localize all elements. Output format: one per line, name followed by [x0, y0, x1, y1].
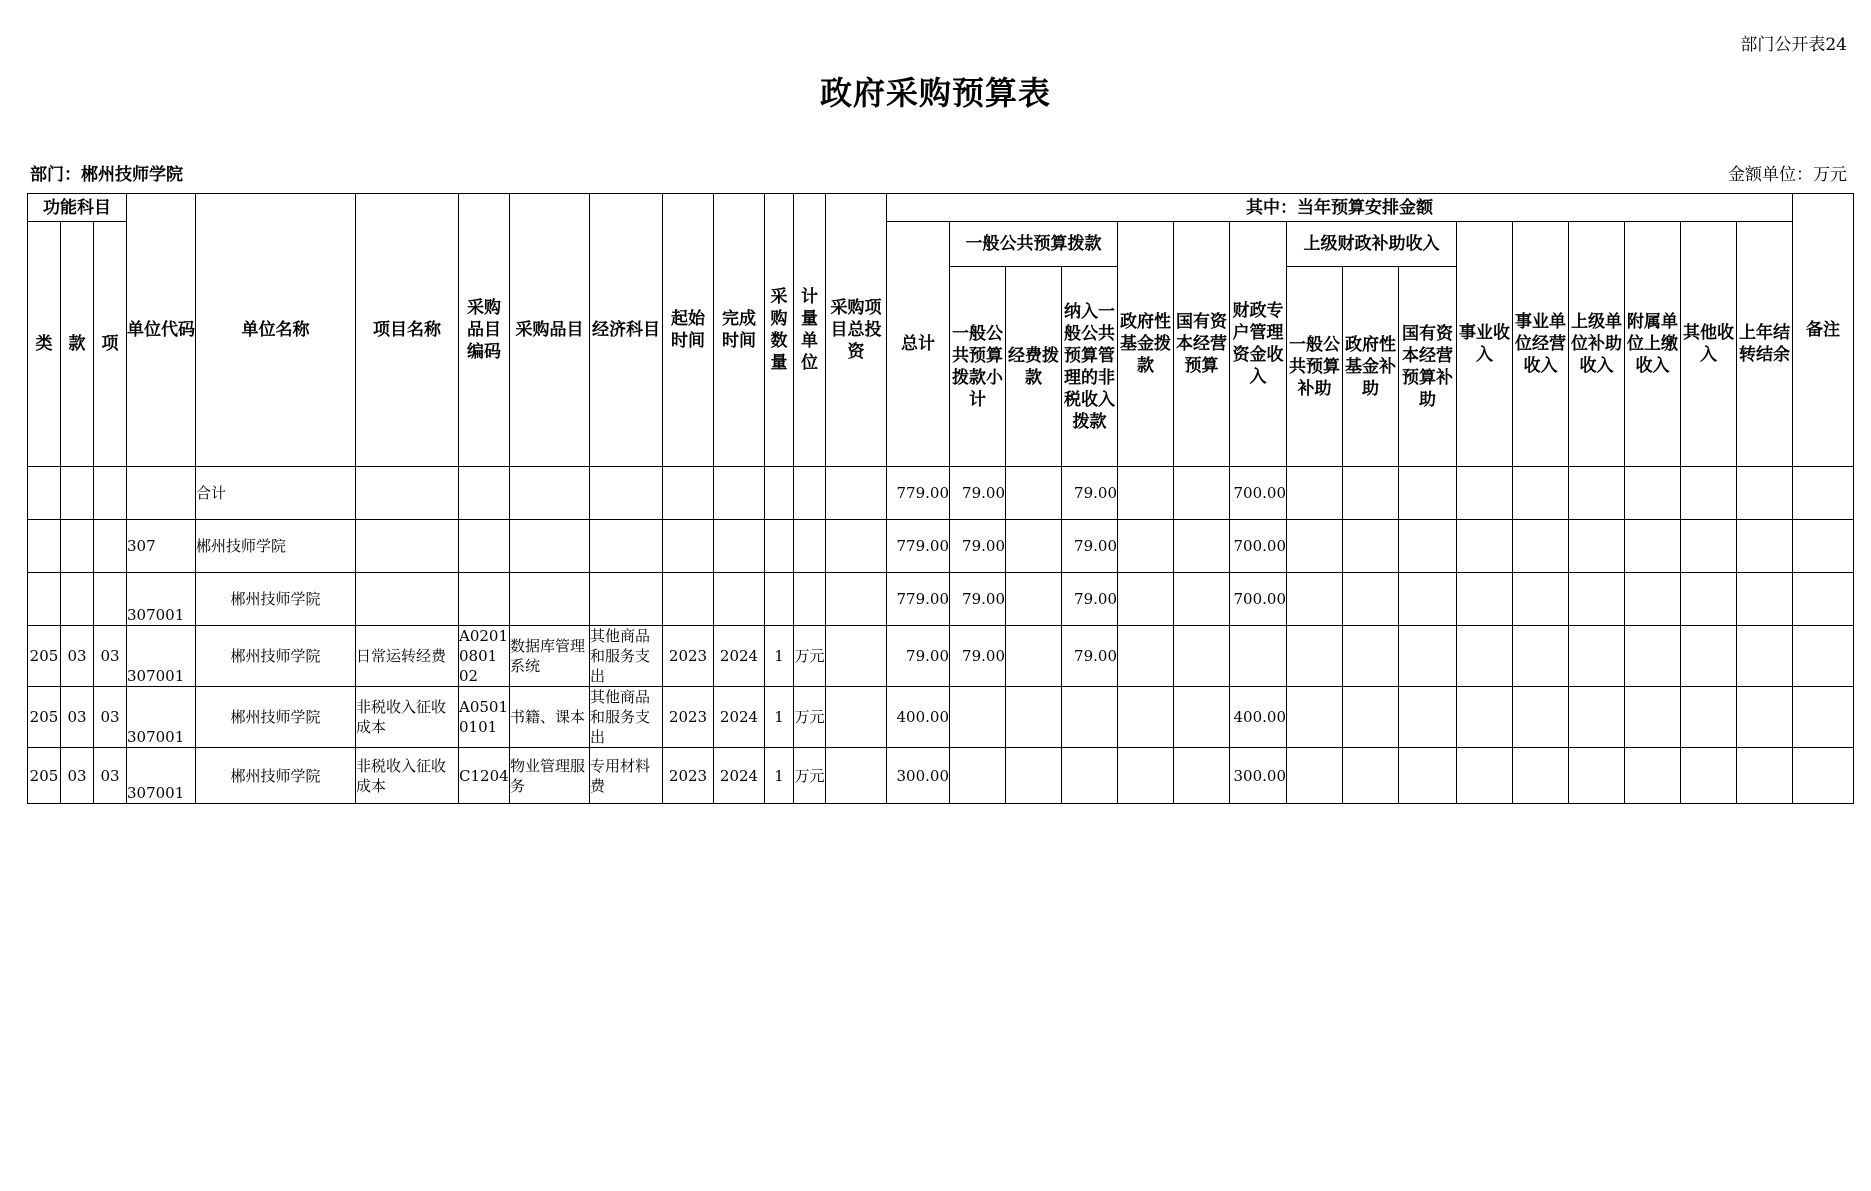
header-end-time: 完成时间 — [714, 194, 765, 467]
header-carryover: 上年结转结余 — [1737, 222, 1793, 467]
cell-biz-operating — [1513, 687, 1569, 748]
table-row — [28, 467, 1854, 520]
cell-upper-state — [1399, 520, 1457, 573]
cell-state-capital — [1174, 626, 1230, 687]
cell-other — [1681, 520, 1737, 573]
cell-xiang — [94, 520, 127, 573]
cell-fiscal-special — [1230, 626, 1287, 687]
cell-fee — [1006, 467, 1062, 520]
header-start-time: 起始时间 — [663, 194, 714, 467]
cell-kuan — [61, 573, 94, 626]
cell-end: 2024 — [714, 748, 765, 804]
cell-econ — [590, 467, 663, 520]
cell-measure — [794, 573, 826, 626]
cell-start — [663, 467, 714, 520]
header-total: 总计 — [887, 222, 950, 467]
cell-business — [1457, 573, 1513, 626]
cell-item-code — [459, 573, 510, 626]
cell-lei — [28, 520, 61, 573]
header-item-code: 采购品目编码 — [459, 194, 510, 467]
cell-fiscal-special: 300.00 — [1230, 748, 1287, 804]
cell-item — [510, 520, 590, 573]
cell-upper-general — [1287, 748, 1343, 804]
cell-lei — [28, 467, 61, 520]
cell-business — [1457, 748, 1513, 804]
cell-upper-gov-fund — [1343, 573, 1399, 626]
cell-remark — [1793, 687, 1854, 748]
header-unit-code: 单位代码 — [127, 194, 196, 467]
cell-upper-gov-fund — [1343, 467, 1399, 520]
cell-measure: 万元 — [794, 687, 826, 748]
table-row — [28, 573, 1854, 626]
cell-state-capital — [1174, 520, 1230, 573]
table-row — [28, 687, 1854, 748]
cell-unit-name: 郴州技师学院 — [196, 573, 356, 626]
cell-unit-name: 郴州技师学院 — [196, 520, 356, 573]
cell-upper-gov-fund — [1343, 520, 1399, 573]
cell-biz-operating — [1513, 748, 1569, 804]
cell-nontax — [1062, 687, 1118, 748]
cell-total: 779.00 — [887, 520, 950, 573]
cell-remark — [1793, 626, 1854, 687]
cell-item: 数据库管理系统 — [510, 626, 590, 687]
cell-business — [1457, 520, 1513, 573]
cell-kuan — [61, 520, 94, 573]
cell-fee — [1006, 748, 1062, 804]
cell-upper-general — [1287, 467, 1343, 520]
cell-gov-fund — [1118, 520, 1174, 573]
cell-nontax — [1062, 748, 1118, 804]
cell-total: 79.00 — [887, 626, 950, 687]
cell-upper-state — [1399, 748, 1457, 804]
cell-upper-general — [1287, 687, 1343, 748]
cell-general-subtotal — [950, 687, 1006, 748]
cell-nontax: 79.00 — [1062, 467, 1118, 520]
table-row — [28, 626, 1854, 687]
cell-upper-unit — [1569, 687, 1625, 748]
cell-lei: 205 — [28, 748, 61, 804]
table-row — [28, 520, 1854, 573]
cell-start — [663, 520, 714, 573]
cell-item-code — [459, 520, 510, 573]
cell-kuan — [61, 467, 94, 520]
cell-qty: 1 — [765, 687, 794, 748]
cell-other — [1681, 573, 1737, 626]
table-row — [28, 748, 1854, 804]
cell-fiscal-special: 700.00 — [1230, 573, 1287, 626]
cell-affiliated — [1625, 520, 1681, 573]
cell-invest — [826, 573, 887, 626]
header-gov-fund: 政府性基金拨款 — [1118, 222, 1174, 467]
cell-gov-fund — [1118, 467, 1174, 520]
cell-upper-state — [1399, 573, 1457, 626]
cell-fee — [1006, 626, 1062, 687]
cell-item: 书籍、课本 — [510, 687, 590, 748]
cell-biz-operating — [1513, 626, 1569, 687]
cell-unit-code: 307001 — [127, 626, 196, 687]
cell-business — [1457, 467, 1513, 520]
procurement-budget-table — [27, 193, 1854, 804]
header-state-capital: 国有资本经营预算 — [1174, 222, 1230, 467]
header-upper-fiscal: 上级财政补助收入 — [1287, 222, 1457, 267]
cell-measure — [794, 520, 826, 573]
cell-lei: 205 — [28, 687, 61, 748]
cell-econ: 其他商品和服务支出 — [590, 687, 663, 748]
header-lei: 类 — [28, 222, 61, 467]
cell-other — [1681, 687, 1737, 748]
cell-item-code: A02010801 02 — [459, 627, 509, 685]
header-quantity: 采购数量 — [765, 194, 794, 467]
cell-upper-state — [1399, 626, 1457, 687]
cell-item: 物业管理服务 — [510, 748, 590, 804]
header-remark: 备注 — [1793, 194, 1854, 467]
header-total-investment: 采购项目总投资 — [826, 194, 887, 467]
header-item: 采购品目 — [510, 194, 590, 467]
cell-gov-fund — [1118, 573, 1174, 626]
cell-invest — [826, 467, 887, 520]
cell-item-code — [459, 467, 510, 520]
header-upper-unit: 上级单位补助收入 — [1569, 222, 1625, 467]
cell-remark — [1793, 467, 1854, 520]
cell-start: 2023 — [663, 626, 714, 687]
cell-remark — [1793, 748, 1854, 804]
cell-carryover — [1737, 748, 1793, 804]
cell-start: 2023 — [663, 687, 714, 748]
cell-xiang: 03 — [94, 687, 127, 748]
cell-end: 2024 — [714, 626, 765, 687]
cell-state-capital — [1174, 573, 1230, 626]
cell-fee — [1006, 520, 1062, 573]
cell-affiliated — [1625, 573, 1681, 626]
cell-qty: 1 — [765, 748, 794, 804]
cell-upper-general — [1287, 626, 1343, 687]
cell-invest — [826, 687, 887, 748]
cell-affiliated — [1625, 467, 1681, 520]
cell-end — [714, 573, 765, 626]
cell-start — [663, 573, 714, 626]
cell-item — [510, 573, 590, 626]
cell-other — [1681, 748, 1737, 804]
cell-lei — [28, 573, 61, 626]
header-general-budget: 一般公共预算拨款 — [950, 222, 1118, 267]
cell-biz-operating — [1513, 520, 1569, 573]
cell-unit-code: 307001 — [127, 748, 196, 804]
cell-project: 日常运转经费 — [356, 626, 459, 687]
cell-xiang: 03 — [94, 626, 127, 687]
cell-unit-code: 307001 — [127, 687, 196, 748]
cell-fiscal-special: 400.00 — [1230, 687, 1287, 748]
cell-state-capital — [1174, 467, 1230, 520]
cell-upper-state — [1399, 467, 1457, 520]
cell-general-subtotal: 79.00 — [950, 573, 1006, 626]
header-affiliated: 附属单位上缴收入 — [1625, 222, 1681, 467]
header-project-name: 项目名称 — [356, 194, 459, 467]
cell-project — [356, 467, 459, 520]
form-number: 部门公开表24 — [1740, 35, 1847, 55]
cell-end — [714, 467, 765, 520]
header-fee: 经费拨款 — [1006, 267, 1062, 467]
cell-other — [1681, 467, 1737, 520]
cell-upper-unit — [1569, 520, 1625, 573]
cell-start: 2023 — [663, 748, 714, 804]
cell-upper-gov-fund — [1343, 748, 1399, 804]
amount-unit-label: 金额单位：万元 — [1728, 165, 1847, 185]
cell-qty — [765, 467, 794, 520]
header-upper-gov-fund: 政府性基金补助 — [1343, 267, 1399, 467]
header-unit-name: 单位名称 — [196, 194, 356, 467]
header-xiang: 项 — [94, 222, 127, 467]
cell-kuan: 03 — [61, 626, 94, 687]
cell-upper-general — [1287, 573, 1343, 626]
cell-project: 非税收入征收成本 — [356, 687, 459, 748]
header-measure-unit: 计量单位 — [794, 194, 826, 467]
cell-unit-name: 合计 — [196, 467, 356, 520]
cell-general-subtotal: 79.00 — [950, 467, 1006, 520]
cell-unit-code — [127, 467, 196, 520]
cell-fiscal-special: 700.00 — [1230, 467, 1287, 520]
header-kuan: 款 — [61, 222, 94, 467]
cell-carryover — [1737, 687, 1793, 748]
cell-measure — [794, 467, 826, 520]
cell-business — [1457, 626, 1513, 687]
cell-affiliated — [1625, 626, 1681, 687]
cell-gov-fund — [1118, 626, 1174, 687]
cell-upper-unit — [1569, 748, 1625, 804]
header-other-income: 其他收入 — [1681, 222, 1737, 467]
header-business-income: 事业收入 — [1457, 222, 1513, 467]
cell-general-subtotal — [950, 748, 1006, 804]
cell-econ: 其他商品和服务支出 — [590, 626, 663, 687]
cell-kuan: 03 — [61, 687, 94, 748]
cell-invest — [826, 520, 887, 573]
cell-item-code: C1204 — [459, 748, 510, 804]
cell-nontax: 79.00 — [1062, 573, 1118, 626]
cell-carryover — [1737, 520, 1793, 573]
cell-state-capital — [1174, 748, 1230, 804]
header-nontax: 纳入一般公共预算管理的非税收入拨款 — [1062, 267, 1118, 467]
cell-unit-code: 307 — [127, 520, 196, 573]
cell-qty — [765, 573, 794, 626]
cell-general-subtotal: 79.00 — [950, 520, 1006, 573]
cell-fee — [1006, 687, 1062, 748]
cell-item — [510, 467, 590, 520]
header-general-subtotal: 一般公共预算拨款小计 — [950, 267, 1006, 467]
cell-xiang — [94, 573, 127, 626]
cell-remark — [1793, 520, 1854, 573]
header-upper-state: 国有资本经营预算补助 — [1399, 267, 1457, 467]
header-biz-operating: 事业单位经营收入 — [1513, 222, 1569, 467]
cell-econ — [590, 520, 663, 573]
cell-fiscal-special: 700.00 — [1230, 520, 1287, 573]
cell-end: 2024 — [714, 687, 765, 748]
cell-business — [1457, 687, 1513, 748]
header-func-subject: 功能科目 — [28, 194, 127, 222]
cell-upper-unit — [1569, 573, 1625, 626]
header-upper-general: 一般公共预算补助 — [1287, 267, 1343, 467]
cell-invest — [826, 748, 887, 804]
cell-affiliated — [1625, 748, 1681, 804]
cell-upper-unit — [1569, 467, 1625, 520]
cell-project: 非税收入征收成本 — [356, 748, 459, 804]
cell-total: 300.00 — [887, 748, 950, 804]
cell-nontax: 79.00 — [1062, 626, 1118, 687]
cell-item-code: A05010101 — [459, 687, 510, 748]
cell-carryover — [1737, 467, 1793, 520]
page-title: 政府采购预算表 — [819, 74, 1051, 112]
cell-unit-code: 307001 — [127, 573, 196, 626]
cell-kuan: 03 — [61, 748, 94, 804]
cell-affiliated — [1625, 687, 1681, 748]
cell-end — [714, 520, 765, 573]
department-label: 部门：郴州技师学院 — [30, 165, 183, 185]
cell-state-capital — [1174, 687, 1230, 748]
cell-econ — [590, 573, 663, 626]
cell-upper-state — [1399, 687, 1457, 748]
cell-lei: 205 — [28, 626, 61, 687]
cell-upper-gov-fund — [1343, 687, 1399, 748]
cell-unit-name: 郴州技师学院 — [196, 748, 356, 804]
cell-upper-gov-fund — [1343, 626, 1399, 687]
cell-gov-fund — [1118, 748, 1174, 804]
cell-nontax: 79.00 — [1062, 520, 1118, 573]
header-fiscal-special: 财政专户管理资金收入 — [1230, 222, 1287, 467]
cell-unit-name: 郴州技师学院 — [196, 626, 356, 687]
cell-biz-operating — [1513, 467, 1569, 520]
cell-total: 779.00 — [887, 573, 950, 626]
cell-total: 400.00 — [887, 687, 950, 748]
cell-project — [356, 573, 459, 626]
cell-qty — [765, 520, 794, 573]
cell-fee — [1006, 573, 1062, 626]
cell-general-subtotal: 79.00 — [950, 626, 1006, 687]
cell-upper-general — [1287, 520, 1343, 573]
cell-other — [1681, 626, 1737, 687]
cell-xiang — [94, 467, 127, 520]
cell-total: 779.00 — [887, 467, 950, 520]
cell-upper-unit — [1569, 626, 1625, 687]
cell-econ: 专用材料费 — [590, 748, 663, 804]
cell-carryover — [1737, 573, 1793, 626]
cell-invest — [826, 626, 887, 687]
cell-gov-fund — [1118, 687, 1174, 748]
cell-biz-operating — [1513, 573, 1569, 626]
cell-remark — [1793, 573, 1854, 626]
cell-unit-name: 郴州技师学院 — [196, 687, 356, 748]
cell-qty: 1 — [765, 626, 794, 687]
header-econ-subject: 经济科目 — [590, 194, 663, 467]
cell-measure: 万元 — [794, 748, 826, 804]
cell-carryover — [1737, 626, 1793, 687]
header-current-year: 其中：当年预算安排金额 — [887, 194, 1793, 222]
cell-project — [356, 520, 459, 573]
cell-xiang: 03 — [94, 748, 127, 804]
cell-measure: 万元 — [794, 626, 826, 687]
